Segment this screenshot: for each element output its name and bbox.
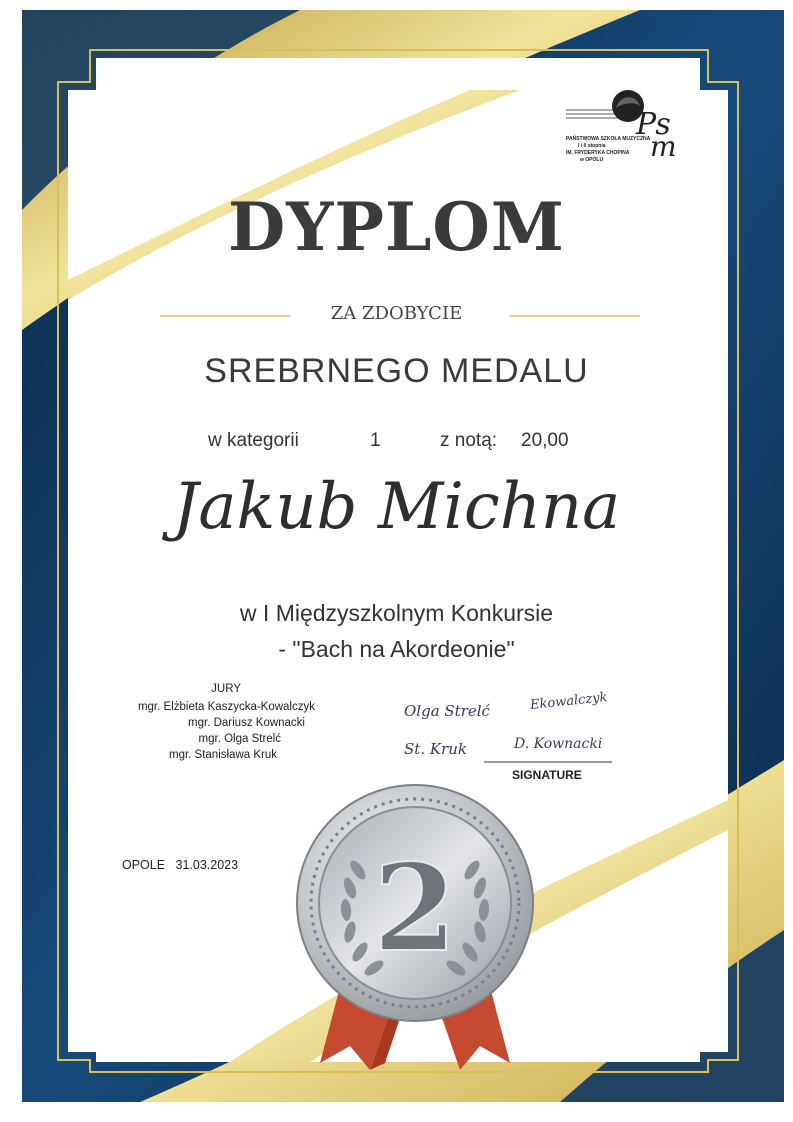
logo-line-1: PAŃSTWOWA SZKOŁA MUZYCZNA [566,136,651,142]
date: 31.03.2023 [175,858,239,872]
diploma-subtitle: ZA ZDOBYCIE [330,303,463,324]
medal-number: 2 [373,838,457,979]
competition-line-1: w I Międzyszkolnym Konkursie [239,600,554,626]
signature-kruk: St. Kruk [404,740,467,758]
category-value: 1 [370,430,381,451]
silver-medal [290,778,540,1078]
city: OPOLE [122,858,166,872]
category-label: w kategorii [208,430,299,451]
competition-line-2: - "Bach na Akordeonie" [278,636,515,662]
jury-member: mgr. Elżbieta Kaszycka-Kowalczyk [137,701,315,713]
jury-member: mgr. Stanisława Kruk [168,749,277,761]
jury-member: mgr. Olga Strelć [198,733,281,745]
logo-line-2: I i II stopnia [578,143,606,149]
grade-label: z notą: [440,430,498,451]
jury-heading: JURY [211,683,241,695]
svg-text:m: m [650,130,677,158]
logo-line-4: w OPOLU [580,157,604,163]
diploma-title: DYPLOM [228,188,565,266]
recipient-name: Jakub Michna [172,470,621,544]
grade-value: 20,00 [521,430,569,451]
signature-strelc: Olga Strelć [404,702,490,720]
signature-kownacki: D. Kownacki [514,736,603,752]
signature-label: SIGNATURE [512,768,582,782]
jury-member: mgr. Dariusz Kownacki [188,717,305,729]
school-logo [566,88,696,163]
award-name: SREBRNEGO MEDALU [204,352,589,390]
signature-kowalczyk: Ekowalczyk [529,689,609,714]
svg-text:Ps: Ps [636,107,671,142]
logo-line-3: IM. FRYDERYKA CHOPINA [566,150,630,156]
place-and-date [122,858,238,872]
